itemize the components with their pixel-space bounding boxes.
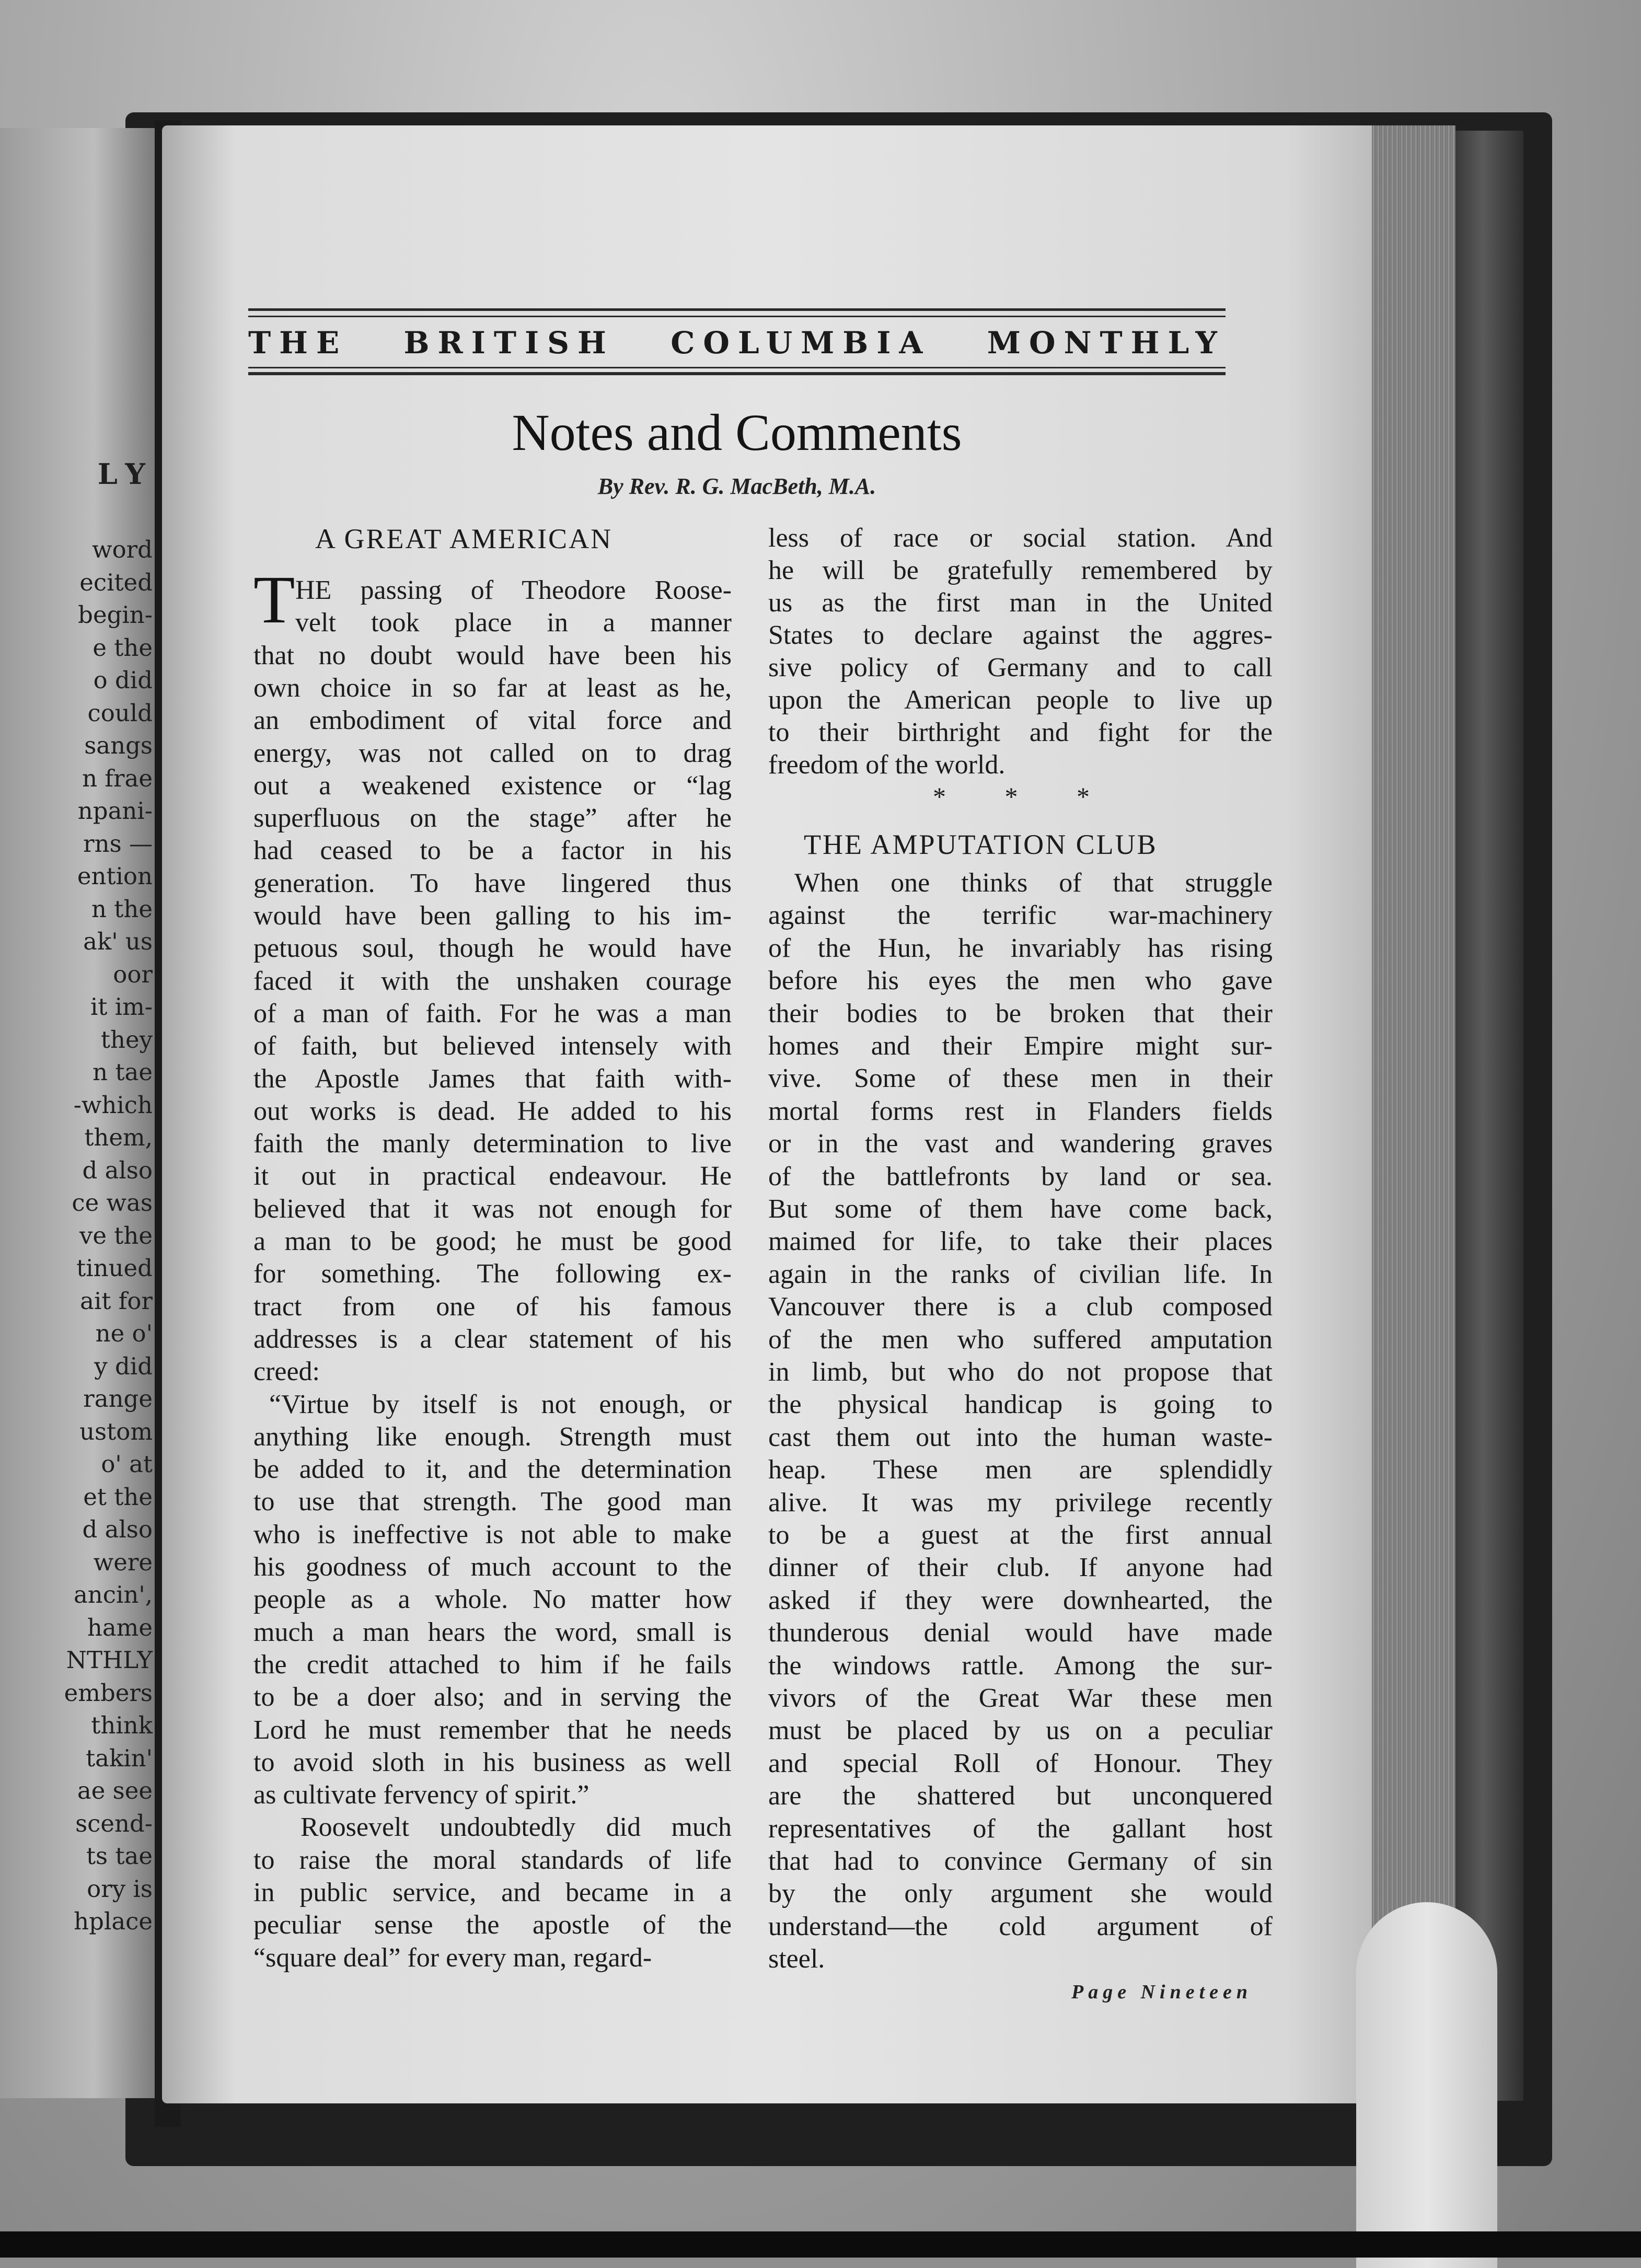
text-line: sive policy of Germany and to call <box>768 653 1273 682</box>
left-page-line: ory is <box>87 1874 153 1903</box>
drop-cap: T <box>253 562 295 638</box>
page-title: Notes and Comments <box>512 403 962 461</box>
left-page-line: ne o' <box>95 1320 153 1347</box>
left-page-line: were <box>93 1548 153 1576</box>
left-page-line: et the <box>83 1483 153 1511</box>
text-line: a man to be good; he must be good <box>253 1226 732 1256</box>
text-line: for something. The following ex- <box>253 1259 732 1289</box>
left-page-line: it im- <box>90 993 153 1021</box>
left-page-line: range <box>83 1385 153 1413</box>
left-page-line: ce was <box>72 1189 153 1217</box>
left-page-line: could <box>87 699 153 727</box>
text-line: to be a guest at the first annual <box>768 1520 1273 1550</box>
text-line: asked if they were downhearted, the <box>768 1585 1273 1615</box>
text-line: again in the ranks of civilian life. In <box>768 1259 1273 1289</box>
cover-edge <box>1455 131 1523 2101</box>
text-line: peculiar sense the apostle of the <box>253 1910 732 1940</box>
text-line: of the Hun, he invariably has rising <box>768 933 1273 963</box>
text-line: people as a whole. No matter how <box>253 1584 732 1615</box>
text-line: as cultivate fervency of spirit.” <box>253 1780 590 1810</box>
text-line: of faith, but believed intensely with <box>253 1031 732 1061</box>
text-line: maimed for life, to take their places <box>768 1226 1273 1257</box>
text-line: “Virtue by itself is not enough, or <box>269 1389 732 1419</box>
left-page-line: ait for <box>80 1287 153 1315</box>
left-page-line: y did <box>94 1352 153 1380</box>
left-page-line: embers <box>64 1679 153 1707</box>
left-column <box>253 523 737 1975</box>
left-page-line: ecited <box>79 568 153 596</box>
masthead-word: BRITISH <box>403 325 615 361</box>
text-line: the windows rattle. Among the sur- <box>768 1650 1273 1681</box>
bottom-border <box>0 2231 1641 2258</box>
left-page-line: n the <box>91 895 153 923</box>
text-line: that no doubt would have been his <box>253 640 732 670</box>
text-line: own choice in so far at least as he, <box>253 673 732 703</box>
text-line: tract from one of his famous <box>253 1291 732 1322</box>
text-line: superfluous on the stage” after he <box>253 803 732 834</box>
text-line: would have been galling to his im- <box>253 901 732 931</box>
left-page-line: ak' us <box>83 928 153 955</box>
left-page-line: word <box>92 536 153 563</box>
text-line: representatives of the gallant host <box>768 1813 1273 1844</box>
text-line: heap. These men are splendidly <box>768 1455 1273 1485</box>
left-page-header: LY <box>97 457 155 491</box>
section-separator: * * * <box>933 782 1116 811</box>
text-line: cast them out into the human waste- <box>768 1422 1273 1452</box>
left-page-line: o did <box>93 666 153 694</box>
masthead-title <box>248 325 1226 361</box>
left-page-line: begin- <box>78 601 153 629</box>
text-line: anything like enough. Strength must <box>253 1421 732 1452</box>
left-page-line: ention <box>77 862 153 890</box>
text-line: the physical handicap is going to <box>768 1390 1273 1420</box>
page-edges <box>1372 125 1455 2106</box>
text-line: thunderous denial would have made <box>768 1618 1273 1648</box>
left-page-line: hplace <box>74 1907 153 1935</box>
text-line: to raise the moral standards of life <box>253 1845 732 1875</box>
text-line: dinner of their club. If anyone had <box>768 1553 1273 1583</box>
text-line: must be placed by us on a peculiar <box>768 1716 1273 1746</box>
right-column <box>768 523 1275 1975</box>
text-line: of the battlefronts by land or sea. <box>768 1161 1273 1191</box>
text-line: had ceased to be a factor in his <box>253 836 732 866</box>
text-line: out works is dead. He added to his <box>253 1096 732 1126</box>
text-line: in public service, and became in a <box>253 1878 732 1907</box>
text-line: are the shattered but unconquered <box>768 1781 1273 1811</box>
text-line: or in the vast and wandering graves <box>768 1129 1273 1159</box>
text-line: his goodness of much account to the <box>253 1552 732 1582</box>
masthead-word: MONTHLY <box>987 325 1226 361</box>
text-line: Vancouver there is a club composed <box>768 1292 1273 1322</box>
text-line: and special Roll of Honour. They <box>768 1748 1273 1778</box>
left-page-line: n frae <box>82 764 153 792</box>
text-line: Lord he must remember that he needs <box>253 1715 732 1745</box>
masthead-word: THE <box>248 325 348 361</box>
left-page-line: scend- <box>75 1809 153 1837</box>
masthead-word: COLUMBIA <box>671 325 931 361</box>
text-line: When one thinks of that struggle <box>794 868 1273 898</box>
text-line: it out in practical endeavour. He <box>253 1161 732 1191</box>
text-line: the Apostle James that faith with- <box>253 1063 732 1094</box>
text-line: before his eyes the men who gave <box>768 966 1273 996</box>
left-page-line: hame <box>87 1613 153 1641</box>
text-line: much a man hears the word, small is <box>253 1617 732 1647</box>
left-page-line: sangs <box>84 732 153 759</box>
text-line: of the men who suffered amputation <box>768 1324 1273 1355</box>
text-line: understand—the cold argument of <box>768 1911 1273 1941</box>
text-line: generation. To have lingered thus <box>253 868 732 898</box>
text-line: less of race or social station. And <box>768 523 1273 553</box>
left-page-line: npani- <box>77 797 153 825</box>
text-line: to use that strength. The good man <box>253 1487 732 1517</box>
byline: By Rev. R. G. MacBeth, M.A. <box>597 473 876 499</box>
text-line: homes and their Empire might sur- <box>768 1031 1273 1061</box>
text-line: “square deal” for every man, regard- <box>253 1942 652 1973</box>
left-page-line: takin' <box>86 1744 153 1772</box>
text-line: States to declare against the aggres- <box>768 620 1273 650</box>
text-line: by the only argument she would <box>768 1879 1273 1909</box>
text-line: alive. It was my privilege recently <box>768 1487 1273 1518</box>
left-page-line: d also <box>82 1515 153 1543</box>
text-line: steel. <box>768 1944 825 1974</box>
text-line: petuous soul, though he would have <box>253 933 732 964</box>
left-page-line: ancin', <box>73 1581 153 1609</box>
text-line: faced it with the unshaken courage <box>253 966 732 996</box>
text-line: he will be gratefully remembered by <box>768 556 1273 585</box>
article-heading: A GREAT AMERICAN <box>315 523 613 554</box>
text-line: vivors of the Great War these men <box>768 1683 1273 1713</box>
text-line: out a weakened existence or “lag <box>253 770 732 801</box>
text-line: velt took place in a manner <box>295 608 732 638</box>
text-line: an embodiment of vital force and <box>253 705 732 736</box>
text-line: mortal forms rest in Flanders fields <box>768 1096 1273 1126</box>
text-line: freedom of the world. <box>768 750 1006 780</box>
text-line: upon the American people to live up <box>768 685 1273 715</box>
masthead <box>248 308 1226 381</box>
text-line: vive. Some of these men in their <box>768 1063 1273 1094</box>
text-line: addresses is a clear statement of his <box>253 1324 732 1354</box>
left-page-line: ts tae <box>86 1842 153 1870</box>
text-line: HE passing of Theodore Roose- <box>295 575 732 605</box>
left-page-line: tinued <box>76 1254 153 1282</box>
left-page-line: ustom <box>79 1417 153 1445</box>
text-line: that had to convince Germany of sin <box>768 1846 1273 1876</box>
left-page-line: d also <box>82 1156 153 1184</box>
left-page-line: NTHLY <box>66 1646 153 1674</box>
text-line: against the terrific war-machinery <box>768 900 1273 931</box>
text-line: Roosevelt undoubtedly did much <box>301 1812 732 1843</box>
left-page <box>0 128 157 2098</box>
left-page-line: -which <box>73 1091 153 1119</box>
text-line: of a man of faith. For he was a man <box>253 998 732 1028</box>
left-page-line: rns — <box>83 829 153 858</box>
text-line: creed: <box>253 1357 320 1387</box>
left-page-line: ve the <box>79 1221 153 1249</box>
text-line: the credit attached to him if he fails <box>253 1649 732 1680</box>
text-line: in limb, but who do not propose that <box>768 1357 1273 1387</box>
text-line: who is ineffective is not able to make <box>253 1519 732 1549</box>
left-page-line: e the <box>93 633 153 662</box>
left-page-line: ae see <box>77 1777 153 1804</box>
page-number: Page Nineteen <box>1071 1981 1253 2003</box>
text-line: us as the first man in the United <box>768 588 1273 618</box>
text-line: be added to it, and the determination <box>253 1454 732 1485</box>
text-line: But some of them have come back, <box>768 1194 1273 1224</box>
text-line: their bodies to be broken that their <box>768 998 1273 1028</box>
text-line: to avoid sloth in his business as well <box>253 1747 732 1777</box>
left-page-line: n tae <box>93 1058 153 1086</box>
article-heading: THE AMPUTATION CLUB <box>804 829 1158 860</box>
text-line: to their birthright and fight for the <box>768 718 1273 747</box>
text-line: energy, was not called on to drag <box>253 738 732 768</box>
left-page-line: them, <box>84 1124 153 1151</box>
page-tab-marker <box>1356 1902 1497 2268</box>
left-page-line: o' at <box>101 1450 153 1478</box>
text-line: faith the manly determination to live <box>253 1129 732 1159</box>
text-line: to be a doer also; and in serving the <box>253 1682 732 1712</box>
left-page-line: they <box>100 1025 153 1054</box>
text-line: believed that it was not enough for <box>253 1194 732 1224</box>
left-page-line: think <box>91 1711 153 1739</box>
left-page-line: oor <box>113 960 153 988</box>
